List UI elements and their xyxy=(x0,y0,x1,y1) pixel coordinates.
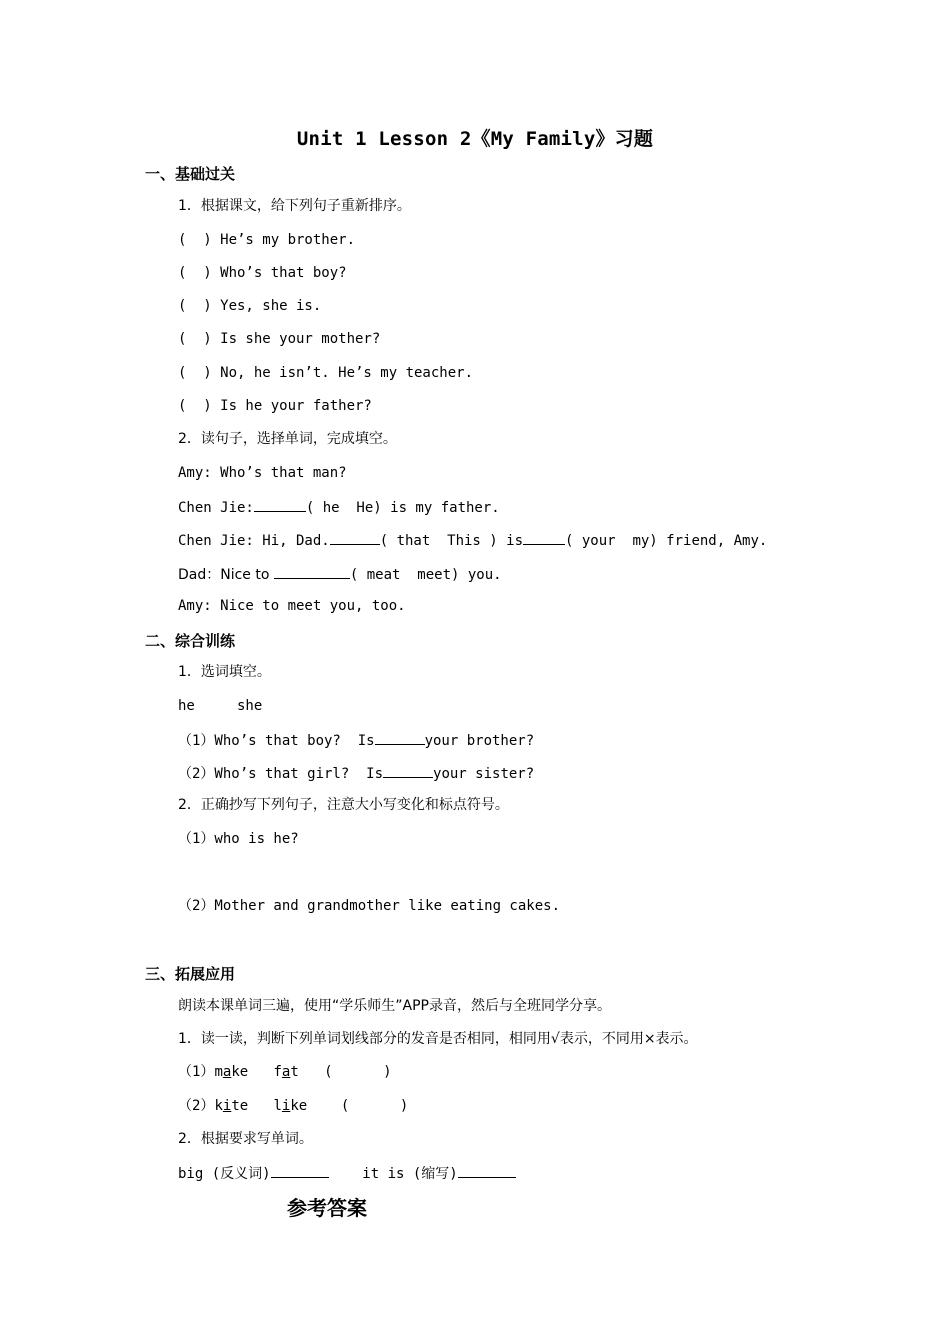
fill-blank[interactable] xyxy=(254,497,306,512)
question-prompt: 2．正确抄写下列句子，注意大小写变化和标点符号。 xyxy=(178,797,509,813)
word-part: f xyxy=(273,1064,282,1080)
word-bank: he she xyxy=(178,698,263,714)
word-part: t xyxy=(290,1064,299,1080)
sentence-text: （1）Who’s that boy? Is xyxy=(178,733,375,749)
underlined-letter: i xyxy=(222,1098,232,1114)
dialogue-text: ( meat meet) you. xyxy=(349,567,502,583)
dialogue-line: Amy: Nice to meet you, too. xyxy=(178,598,406,614)
sentence-text: （2）Who’s that girl? Is xyxy=(178,766,384,782)
dialogue-text: ( he He) is my father. xyxy=(305,500,500,516)
answer-key-heading: 参考答案 xyxy=(287,1196,367,1220)
dialogue-text: Dad：Nice to xyxy=(178,567,274,583)
dialogue-line xyxy=(178,530,767,550)
ordering-item: ( ) Who’s that boy? xyxy=(178,265,347,281)
copy-sentence: （1）who is he? xyxy=(178,831,299,847)
fill-sentence xyxy=(178,763,534,783)
dialogue-text: ( that This ) is xyxy=(379,533,524,549)
word-part: ke xyxy=(231,1064,249,1080)
ordering-item: ( ) He’s my brother. xyxy=(178,232,356,248)
dialogue-line: Amy: Who’s that man? xyxy=(178,465,347,481)
phonics-row xyxy=(178,1063,392,1081)
word-part: m xyxy=(214,1064,223,1080)
fill-blank[interactable] xyxy=(383,763,433,778)
ordering-item: ( ) Is she your mother? xyxy=(178,331,381,347)
word-part: l xyxy=(273,1098,282,1114)
sentence-text: your brother? xyxy=(424,733,535,749)
underlined-letter: a xyxy=(222,1064,232,1080)
fill-blank[interactable] xyxy=(458,1163,516,1178)
fill-blank[interactable] xyxy=(271,1163,329,1178)
dialogue-text: Chen Jie: Hi, Dad. xyxy=(178,533,330,549)
fill-blank[interactable] xyxy=(375,730,425,745)
section-heading-extension: 三、拓展应用 xyxy=(145,965,236,983)
instruction-text: 朗读本课单词三遍，使用“学乐师生”APP录音，然后与全班同学分享。 xyxy=(178,998,611,1014)
page-title: Unit 1 Lesson 2《My Family》习题 xyxy=(296,128,654,150)
underlined-letter: a xyxy=(281,1064,291,1080)
dialogue-line xyxy=(178,564,502,584)
section-heading-basic: 一、基础过关 xyxy=(145,165,236,183)
task-text: big (反义词) xyxy=(178,1166,271,1182)
question-prompt: 2．根据要求写单词。 xyxy=(178,1131,313,1147)
phonics-row xyxy=(178,1097,408,1115)
question-prompt: 2．读句子，选择单词，完成填空。 xyxy=(178,431,397,447)
fill-sentence xyxy=(178,730,534,750)
answer-parens[interactable]: ( ) xyxy=(324,1064,392,1080)
fill-blank[interactable] xyxy=(330,530,380,545)
word-task-row xyxy=(178,1163,516,1183)
answer-parens[interactable]: ( ) xyxy=(340,1098,409,1114)
dialogue-line xyxy=(178,497,500,517)
section-heading-practice: 二、综合训练 xyxy=(145,632,236,650)
fill-blank[interactable] xyxy=(274,564,350,579)
ordering-item: ( ) Yes, she is. xyxy=(178,298,322,314)
word-part: te xyxy=(231,1098,249,1114)
question-prompt: 1．根据课文，给下列句子重新排序。 xyxy=(178,198,411,214)
dialogue-text: ( your my) friend, Amy. xyxy=(565,533,768,549)
ordering-item: ( ) Is he your father? xyxy=(178,398,372,414)
item-number: （2） xyxy=(178,1098,215,1114)
word-part: ke xyxy=(290,1098,308,1114)
ordering-item: ( ) No, he isn’t. He’s my teacher. xyxy=(178,365,474,381)
fill-blank[interactable] xyxy=(523,530,565,545)
item-number: （1） xyxy=(178,1064,215,1080)
dialogue-text: Chen Jie: xyxy=(178,500,254,516)
word-part: k xyxy=(214,1098,223,1114)
sentence-text: your sister? xyxy=(433,766,535,782)
task-text: it is (缩写) xyxy=(362,1166,458,1182)
question-prompt: 1．读一读，判断下列单词划线部分的发音是否相同，相同用√表示，不同用×表示。 xyxy=(178,1031,698,1047)
copy-sentence: （2）Mother and grandmother like eating cakes. xyxy=(178,898,561,914)
question-prompt: 1．选词填空。 xyxy=(178,664,271,680)
underlined-letter: i xyxy=(281,1098,291,1114)
